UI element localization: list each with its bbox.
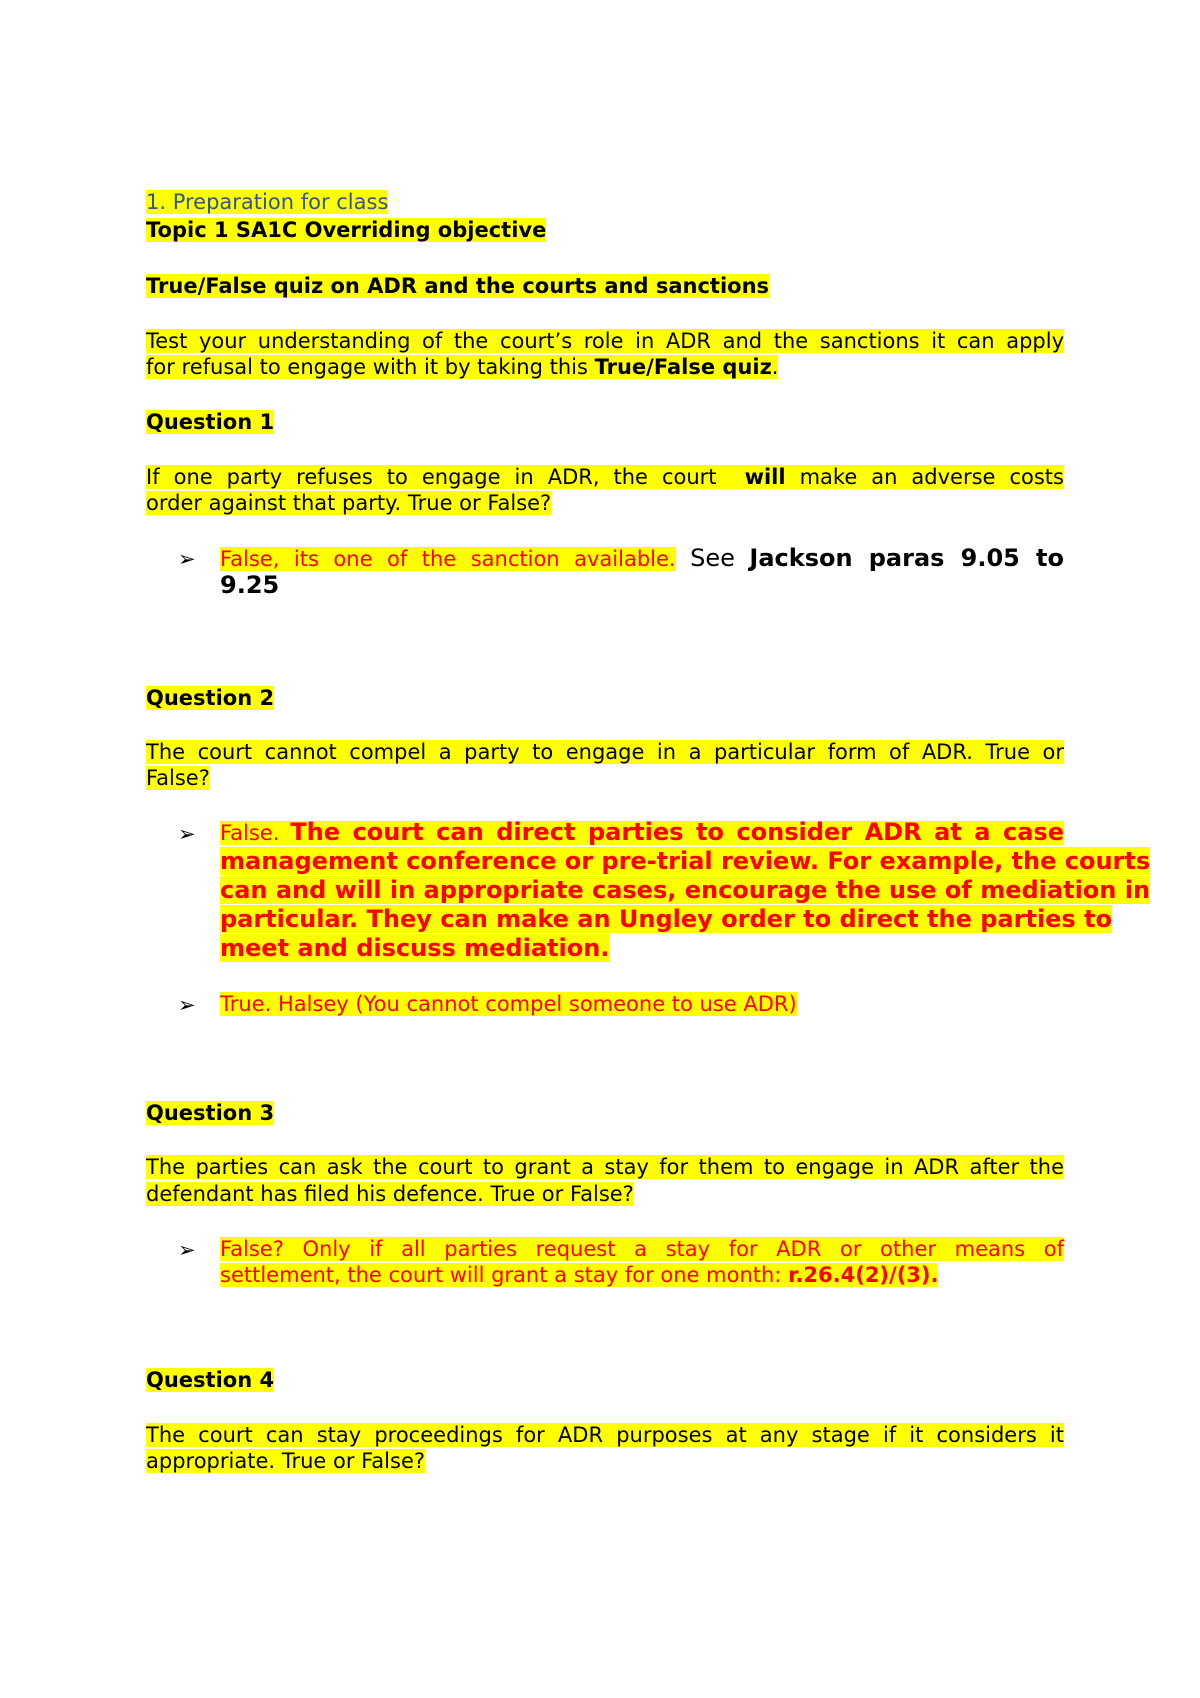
question-2-answer-1-line-1 (220, 819, 1064, 847)
question-1-text-b: make an adverse costs (799, 465, 1064, 489)
question-3-text-1: The parties can ask the court to grant a stay for them to engage in ADR after the (146, 1155, 1064, 1179)
question-1-heading-text: Question 1 (146, 410, 275, 434)
quiz-link-text: True/False quiz (594, 355, 772, 379)
question-3-answer-reference: r.26.4(2)/(3). (788, 1263, 939, 1287)
question-1-bold-word: will (744, 465, 786, 489)
arrowhead-bullet-icon: ➢ (178, 547, 196, 571)
question-2-heading (146, 685, 1064, 712)
question-2-line-2 (146, 765, 1064, 792)
question-1-answer-red: False, its one of the sanction available. (220, 547, 676, 571)
question-2-line-1 (146, 739, 1064, 766)
question-4-heading-text: Question 4 (146, 1368, 275, 1392)
section-heading (146, 189, 1064, 216)
question-2-answer-1-line-4 (220, 905, 1113, 934)
question-4-text-1: The court can stay proceedings for ADR purposes at any stage if it considers it (146, 1423, 1064, 1447)
question-2-answer-2-text: True. Halsey (You cannot compel someone to use ADR) (220, 992, 797, 1016)
question-2-answer-1-text-4: particular. They can make an Ungley order to direct the parties to (220, 905, 1113, 933)
arrowhead-bullet-icon: ➢ (178, 822, 196, 846)
question-2-answer-1-text-1: The court can direct parties to consider ADR at a case (290, 818, 1064, 846)
question-3-line-2 (146, 1181, 1064, 1208)
question-3-answer-line-2 (220, 1262, 1064, 1289)
quiz-title-text: True/False quiz on ADR and the courts and sanctions (146, 274, 770, 298)
question-2-text-1: The court cannot compel a party to engage in a particular form of ADR. True or (146, 740, 1064, 764)
question-3-heading-text: Question 3 (146, 1101, 275, 1125)
question-1-answer-reference: Jackson paras 9.05 to (749, 544, 1064, 572)
question-4-line-2 (146, 1448, 1064, 1475)
question-2-answer-1-text-5: meet and discuss mediation. (220, 934, 610, 962)
quiz-intro-text-1: Test your understanding of the court’s role in ADR and the sanctions it can apply (146, 329, 1064, 353)
question-1-text-2: order against that party. True or False? (146, 491, 552, 515)
question-1-answer-reference-2: 9.25 (220, 571, 280, 599)
question-1-answer-line-2 (220, 572, 1064, 600)
quiz-intro-text-2: for refusal to engage with it by taking this (146, 355, 588, 379)
question-2-answer-1-line-5 (220, 935, 1064, 963)
arrowhead-bullet-icon: ➢ (178, 1238, 196, 1262)
question-4-heading (146, 1367, 1064, 1394)
quiz-intro-line-2 (146, 354, 1064, 381)
section-heading-text: 1. Preparation for class (146, 190, 389, 214)
question-2-answer-1-text-2: management conference or pre-trial review. For example, the courts (220, 847, 1151, 875)
question-2-answer-1-line-3 (220, 876, 1151, 905)
question-2-answer-2 (220, 991, 1064, 1018)
topic-title-text: Topic 1 SA1C Overriding objective (146, 218, 547, 242)
question-2-text-2: False? (146, 766, 210, 790)
question-1-line-2 (146, 490, 1064, 517)
quiz-intro-line-1 (146, 328, 1064, 355)
question-1-text-a: If one party refuses to engage in ADR, the court (146, 465, 717, 489)
question-3-answer-text-1: False? Only if all parties request a stay for ADR or other means of (220, 1237, 1064, 1261)
question-4-text-2: appropriate. True or False? (146, 1449, 426, 1473)
quiz-title (146, 273, 1064, 300)
question-3-answer-text-2: settlement, the court will grant a stay for one month: (220, 1263, 782, 1287)
question-2-heading-text: Question 2 (146, 686, 275, 710)
question-3-line-1 (146, 1154, 1064, 1181)
quiz-intro-end: . (771, 355, 779, 379)
question-4-line-1 (146, 1422, 1064, 1449)
question-1-heading (146, 409, 1064, 436)
topic-title (146, 217, 1064, 244)
question-3-text-2: defendant has filed his defence. True or False? (146, 1182, 634, 1206)
question-1-line-1 (146, 464, 1064, 491)
question-2-answer-1-line-2 (220, 847, 1151, 876)
question-3-heading (146, 1100, 1064, 1127)
question-2-answer-1-text-3: can and will in appropriate cases, encourage the use of mediation in (220, 876, 1151, 904)
question-2-answer-1-lead: False. (220, 821, 280, 845)
question-1-answer-see: See (690, 544, 735, 572)
question-1-answer-line-1 (220, 545, 1064, 573)
arrowhead-bullet-icon: ➢ (178, 993, 196, 1017)
question-3-answer-line-1 (220, 1236, 1064, 1263)
